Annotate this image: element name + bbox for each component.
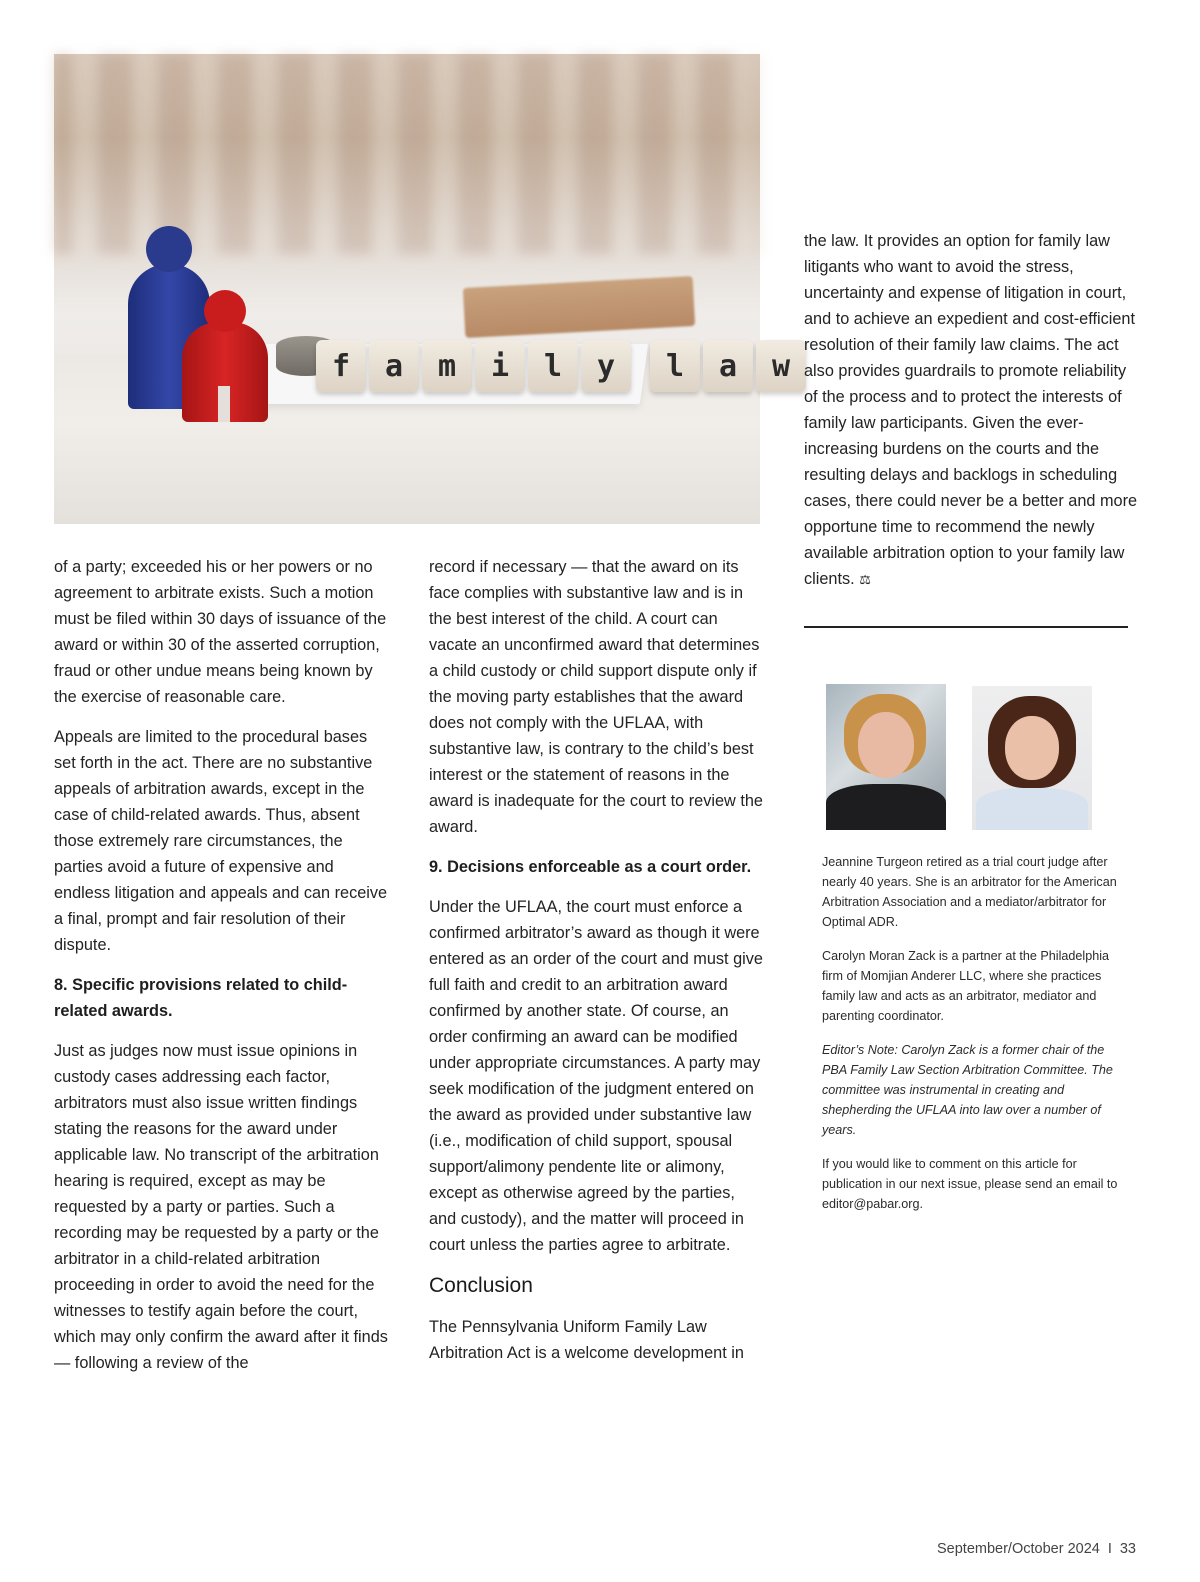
bio-zack: Carolyn Moran Zack is a partner at the Philadelphia firm of Momjian Anderer LLC, where she practices family law and acts as an arbitrator, mediator and parenting coordinator. [822, 949, 1110, 1023]
photo-banknotes [463, 276, 695, 338]
die: l [528, 340, 578, 392]
article-column-1 [54, 554, 390, 1390]
letter-dice [316, 340, 806, 392]
editors-note: Editor’s Note: Carolyn Zack is a former chair of the PBA Family Law Section Arbitration Committee. The committee was instrumental in creating and shepherding the UFLAA into law over a number of years. [822, 1043, 1113, 1137]
paragraph [804, 228, 1140, 594]
face [858, 712, 914, 778]
paragraph-text: the law. It provides an option for family law litigants who want to avoid the stress, uncertainty and expense of litigation in court, and to achieve an expedient and cost-efficient resolution of their family law claims. The act also provides guardrails to promote reliability of the process and to protect the interests of family law participants. Given the ever-increasing burdens on the courts and the resulting delays and backlogs in scheduling cases, there could never be a better and more opportune time to recommend the newly available arbitration option to your family law clients. [804, 232, 1138, 588]
divider [804, 626, 1128, 628]
blue-figure-head [146, 226, 192, 272]
paragraph: Appeals are limited to the procedural bases set forth in the act. There are no substantive appeals of arbitration awards, except in the case of child-related awards. Thus, absent those extremely rare circumstances, the parties avoid a future of expensive and endless litigation and appeals and can receive a final, prompt and fair resolution of their dispute. [54, 728, 388, 954]
die: w [756, 340, 806, 392]
die: l [650, 340, 700, 392]
die: m [422, 340, 472, 392]
author-photo-zack [972, 686, 1092, 830]
bio-turgeon: Jeannine Turgeon retired as a trial court judge after nearly 40 years. She is an arbitrator for the American Arbitration Association and a mediator/arbitrator for Optimal ADR. [822, 855, 1117, 929]
paragraph: The Pennsylvania Uniform Family Law Arbitration Act is a welcome development in [429, 1318, 744, 1362]
author-photo-turgeon [826, 684, 946, 830]
red-figure-head [204, 290, 246, 332]
family-law-photo [54, 54, 791, 524]
conclusion-heading: Conclusion [429, 1274, 533, 1297]
photo-background-wall [54, 54, 760, 254]
page-number: 33 [1119, 1541, 1136, 1557]
die: i [475, 340, 525, 392]
die: a [369, 340, 419, 392]
paragraph: Under the UFLAA, the court must enforce a confirmed arbitrator’s award as though it were entered as an order of the court and must give full faith and credit to an arbitration award confirmed by another state. Of course, an order confirming an award can be modified under appropriate circumstances. A party may seek modification of the judgment entered on the award as provided under substantive law (i.e., modification of child support, spousal support/alimony pendente lite or alimony, except as otherwise agreed by the parties, and custody), and the matter will proceed in court unless the parties agree to arbitrate. [429, 898, 763, 1254]
paragraph: record if necessary — that the award on its face complies with substantive law and is in the best interest of the child. A court can vacate an unconfirmed award that determines a child custody or child support dispute only if the moving party establishes that the award does not comply with the UFLAA, with substantive law, is contrary to the child’s best interest or the statement of reasons in the award is inadequate for the court to review the award. [429, 558, 763, 836]
paragraph: Just as judges now must issue opinions in custody cases addressing each factor, arbitrators must also issue written findings stating the reasons for the award under applicable law. No transcript of the arbitration hearing is required, except as may be requested by a party or parties. Such a recording may be requested by a party or the arbitrator in a child-related arbitration proceeding in order to avoid the need for the witnesses to testify again before the court, which may only confirm the award after it finds — following a review of the [54, 1042, 388, 1372]
comment-invitation: If you would like to comment on this article for publication in our next issue, please send an email to editor@pabar.org. [822, 1157, 1118, 1211]
shirt [976, 788, 1088, 830]
die: a [703, 340, 753, 392]
author-bios [822, 852, 1122, 1228]
section-heading-8: 8. Specific provisions related to child-related awards. [54, 976, 348, 1020]
page-footer [937, 1538, 1136, 1560]
red-figure-leg-gap [218, 386, 230, 422]
scales-icon: ⚖ [859, 573, 871, 588]
die: y [581, 340, 631, 392]
die: f [316, 340, 366, 392]
robe [826, 784, 946, 830]
face [1005, 716, 1059, 780]
paragraph: of a party; exceeded his or her powers or no agreement to arbitrate exists. Such a motion must be filed within 30 days of issuance of the award or within 30 of the asserted corruption, fraud or other undue means being known by the exercise of reasonable care. [54, 558, 387, 706]
footer-separator: I [1107, 1541, 1112, 1557]
section-heading-9: 9. Decisions enforceable as a court order. [429, 858, 752, 876]
article-column-2 [429, 554, 765, 1380]
issue-date: September/October 2024 [937, 1541, 1100, 1557]
article-column-3 [804, 228, 1140, 608]
